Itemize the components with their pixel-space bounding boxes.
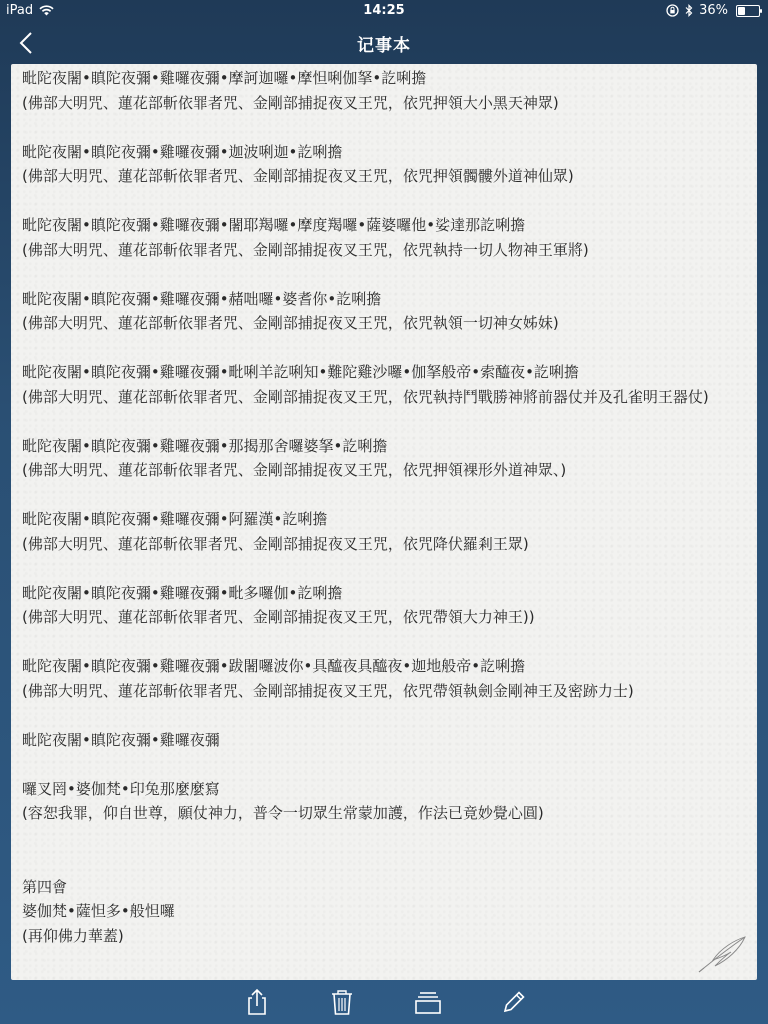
delete-button[interactable] [328,988,356,1016]
note-line: (佛部大明咒、蓮花部斬依罪者咒、金剛部捕捉夜叉王咒，依咒押領大小黑天神眾) [22,93,559,112]
note-line: 毗陀夜闍•瞋陀夜彌•雞囉夜彌•那揭那舍囉婆拏•訖唎擔 [22,436,388,455]
stack-button[interactable] [414,988,442,1016]
note-line: (再仰佛力華蓋) [22,926,124,945]
pencil-icon [500,988,528,1016]
note-line [22,752,742,777]
note-line: 毗陀夜闍•瞋陀夜彌•雞囉夜彌•毗唎羊訖唎知•難陀雞沙囉•伽拏般帝•索醯夜•訖唎擔 [22,363,579,381]
note-line: (佛部大明咒、蓮花部斬依罪者咒、金剛部捕捉夜叉王咒，依咒帶領執劍金剛神王及密跡力士) [22,681,634,700]
device-name: iPad [6,3,34,18]
note-line: (佛部大明咒、蓮花部斬依罪者咒、金剛部捕捉夜叉王咒，依咒押領裸形外道神眾、) [22,461,567,479]
battery-fill [738,7,745,15]
note-line: (佛部大明咒、蓮花部斬依罪者咒、金剛部捕捉夜叉王咒，依咒執持一切人物神王軍將) [22,240,589,259]
status-time: 14:25 [363,3,405,18]
note-line: 毗陀夜闍•瞋陀夜彌•雞囉夜彌•阿羅漢•訖唎擔 [22,510,328,528]
note-line: 婆伽梵•薩怛多•般怛囉 [22,902,175,920]
note-line [22,262,742,287]
note-line: 毗陀夜闍•瞋陀夜彌•雞囉夜彌•毗多囉伽•訖唎擔 [22,583,343,602]
note-line: (佛部大明咒、蓮花部斬依罪者咒、金剛部捕捉夜叉王咒，依咒帶領大力神王)) [22,608,535,626]
note-line: 囉叉罔•婆伽梵•印兔那麼麼寫 [22,779,220,798]
bottom-toolbar [0,980,768,1024]
note-line: (佛部大明咒、蓮花部斬依罪者咒、金剛部捕捉夜叉王咒，依咒降伏羅剎王眾) [22,534,529,553]
trash-icon [328,988,356,1016]
battery-icon [736,5,760,17]
note-line [22,409,742,434]
nav-bar [0,22,768,64]
note-line [22,850,742,875]
note-line: 毗陀夜闍•瞋陀夜彌•雞囉夜彌 [22,730,220,749]
note-line [22,630,742,655]
note-line: (容恕我罪，仰自世尊，願仗神力，普令一切眾生常蒙加護，作法已竟妙覺心圓) [22,804,544,822]
note-line [22,115,742,140]
note-page[interactable] [11,64,757,980]
note-line [22,826,742,851]
note-line: (佛部大明咒、蓮花部斬依罪者咒、金剛部捕捉夜叉王咒，依咒執持鬥戰勝神將前器仗并及孔雀明王器仗) [22,387,709,406]
note-line: (佛部大明咒、蓮花部斬依罪者咒、金剛部捕捉夜叉王咒，依咒押領髑髏外道神仙眾) [22,167,574,185]
note-line: 毗陀夜闍•瞋陀夜彌•雞囉夜彌•迦波唎迦•訖唎擔 [22,142,343,161]
note-line [22,556,742,581]
note-line: 第四會 [22,877,68,896]
share-icon [243,988,271,1016]
page-title: 记事本 [357,36,411,56]
orientation-lock-icon [666,4,679,17]
battery-percent: 36% [699,3,728,18]
stack-icon [414,988,442,1016]
note-line [22,336,742,361]
note-line [22,189,742,214]
note-line: 毗陀夜闍•瞋陀夜彌•雞囉夜彌•跋闍囉波你•具醯夜具醯夜•迦地般帝•訖唎擔 [22,657,526,675]
share-button[interactable] [243,988,271,1016]
note-line [22,703,742,728]
note-line: 毗陀夜闍•瞋陀夜彌•雞囉夜彌•赭咄囉•婆耆你•訖唎擔 [22,289,382,308]
note-line: 毗陀夜闍•瞋陀夜彌•雞囉夜彌•摩訶迦囉•摩怛唎伽拏•訖唎擔 [22,69,427,87]
note-line: 毗陀夜闍•瞋陀夜彌•雞囉夜彌•闍耶羯囉•摩度羯囉•薩婆囉他•娑達那訖唎擔 [22,216,526,234]
bluetooth-icon [685,4,693,17]
status-bar [0,0,768,22]
note-line [22,483,742,508]
note-line: (佛部大明咒、蓮花部斬依罪者咒、金剛部捕捉夜叉王咒，依咒執領一切神女姊妹) [22,314,559,332]
feather-icon [695,934,749,974]
edit-button[interactable] [500,988,528,1016]
note-text[interactable] [11,64,742,948]
